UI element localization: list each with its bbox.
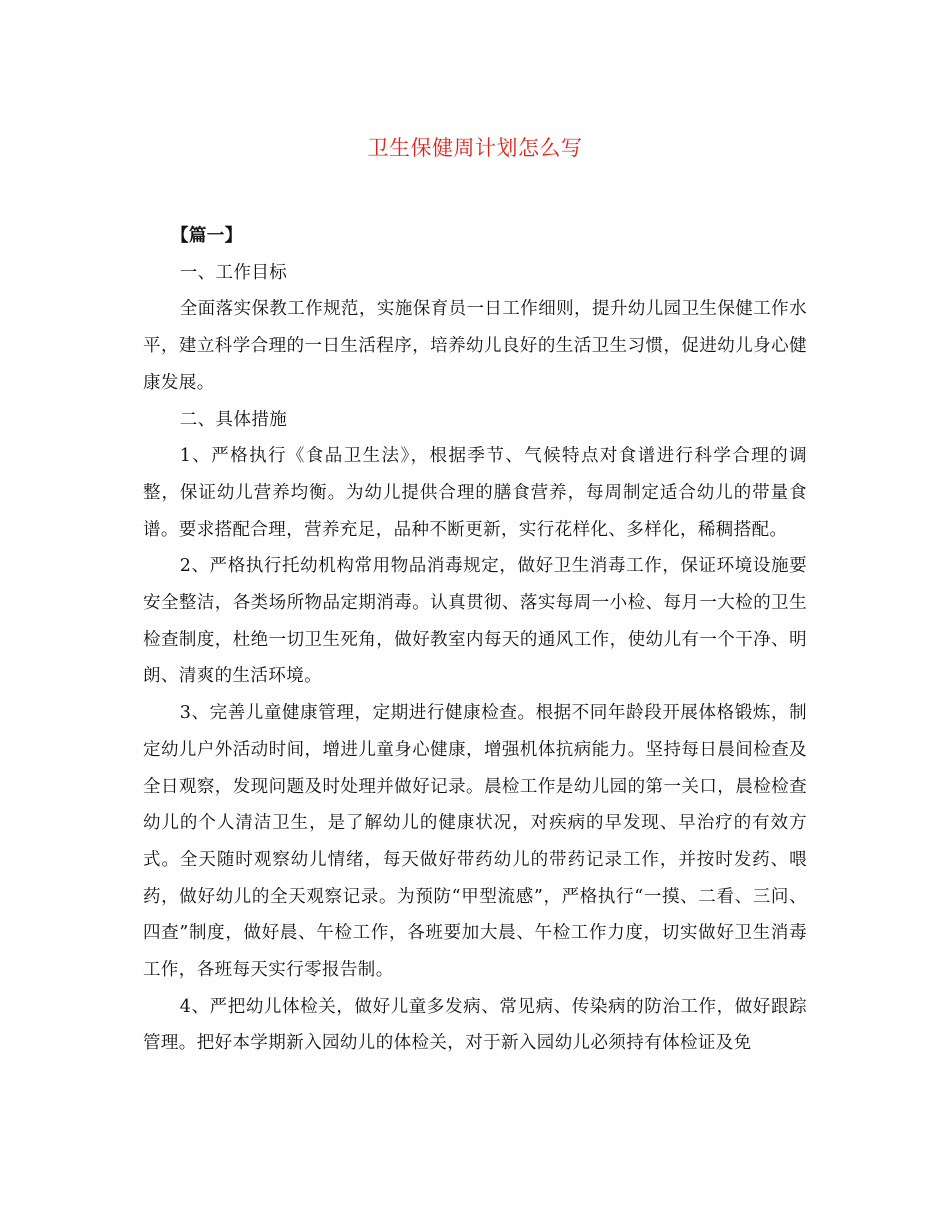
measure-item-3: 3、完善儿童健康管理，定期进行健康检查。根据不同年龄段开展体格锻炼，制定幼儿户外活动时间，增进儿童身心健康，增强机体抗病能力。坚持每日晨间检查及全日观察，发现问题及时处理并做好记录。晨检工作是幼儿园的第一关口，晨检检查幼儿的个人清洁卫生，是了解幼儿的健康状况，对疾病的早发现、早治疗的有效方式。全天随时观察幼儿情绪，每天做好带药幼儿的带药记录工作，并按时发药、喂药，做好幼儿的全天观察记录。为预防“甲型流感”，严格执行“一摸、二看、三问、四查”制度，做好晨、午检工作，各班要加大晨、午检工作力度，切实做好卫生消毒工作，各班每天实行零报告制。 xyxy=(143,703,807,981)
measure-item-1: 1、严格执行《食品卫生法》，根据季节、气候特点对食谱进行科学合理的调整，保证幼儿营养均衡。为幼儿提供合理的膳食营养，每周制定适合幼儿的带量食谱。要求搭配合理，营养充足，品种不断更新，实行花样化、多样化，稀稠搭配。 xyxy=(143,446,807,540)
section-tag: 【篇一】 xyxy=(171,226,243,246)
measure-item-2: 2、严格执行托幼机构常用物品消毒规定，做好卫生消毒工作，保证环境设施要安全整洁，各类场所物品定期消毒。认真贯彻、落实每周一小检、每月一大检的卫生检查制度，杜绝一切卫生死角，做好教室内每天的通风工作，使幼儿有一个干净、明朗、清爽的生活环境。 xyxy=(143,556,807,687)
document-title: 卫生保健周计划怎么写 xyxy=(367,136,583,160)
heading-specific-measures: 二、具体措施 xyxy=(179,409,288,430)
measure-item-4: 4、严把幼儿体检关，做好儿童多发病、常见病、传染病的防治工作，做好跟踪管理。把好本学期新入园幼儿的体检关，对于新入园幼儿必须持有体检证及免 xyxy=(143,996,807,1054)
paragraph-work-goals: 全面落实保教工作规范，实施保育员一日工作细则，提升幼儿园卫生保健工作水平，建立科学合理的一日生活程序，培养幼儿良好的生活卫生习惯，促进幼儿身心健康发展。 xyxy=(143,299,807,393)
document-body xyxy=(143,218,807,1062)
heading-work-goals: 一、工作目标 xyxy=(179,262,288,283)
